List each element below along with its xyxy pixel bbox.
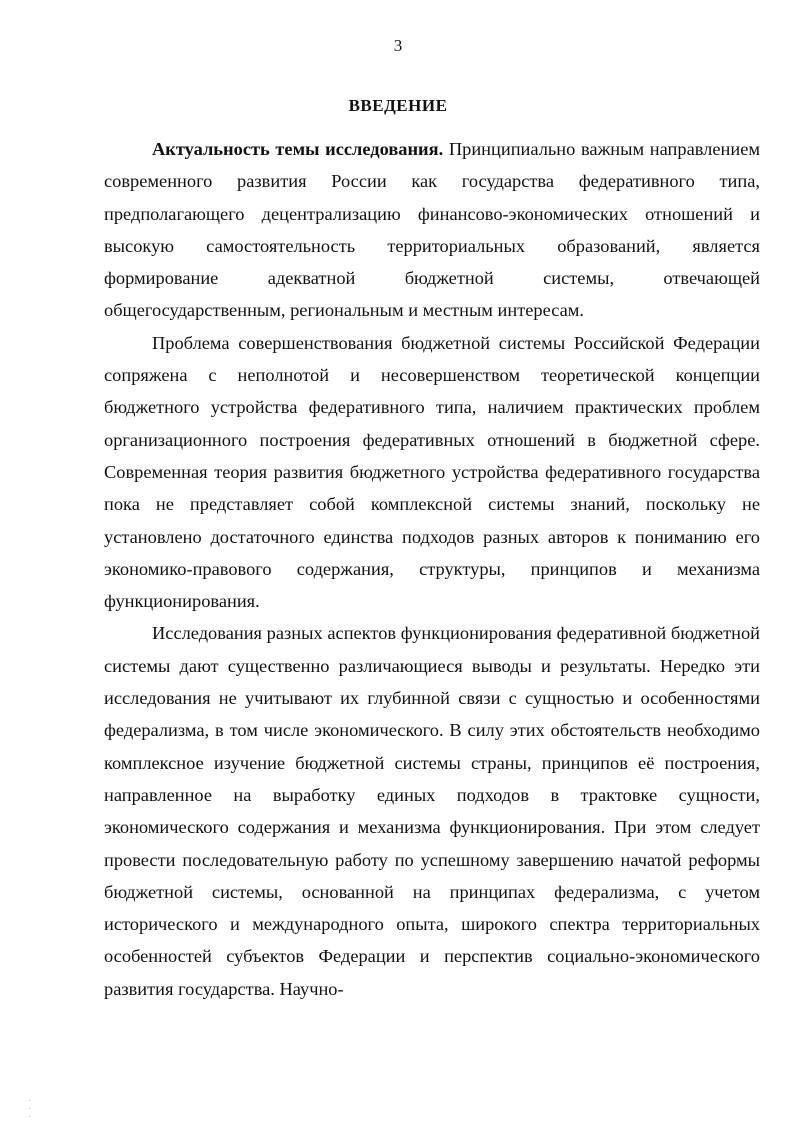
page-number: 3 [393, 36, 403, 55]
paragraph-lead: Актуальность темы исследования. [152, 139, 444, 159]
scan-artifact: · · · [28, 1096, 32, 1123]
paragraph-text: Исследования разных аспектов функционирования федеративной бюджетной системы дают существенно различающиеся выводы и результаты. Нередко эти исследования не учитывают их глубинной связи с сущностью и особенностями федерализма, в том числе экономического. В силу этих обстоятельств необходимо комплексное изучение бюджетной системы страны, принципов её построения, направленное на выработку единых подходов в трактовке сущности, экономического содержания и механизма функционирования. При этом следует провести последовательную работу по успешному завершению начатой реформы бюджетной системы, основанной на принципах федерализма, с учетом исторического и международного опыта, широкого спектра территориальных особенностей субъектов Федерации и перспектив социально-экономического развития государства. Научно- [104, 623, 760, 999]
paragraph-text: Принципиально важным направлением современного развития России как государства федеративного типа, предполагающего децентрализацию финансово-экономических отношений и высокую самостоятельность территориальных образований, является формирование адекватной бюджетной системы, отвечающей общегосударственным, региональным и местным интересам. [104, 139, 761, 321]
paragraph-text: Проблема совершенствования бюджетной системы Российской Федерации сопряжена с неполнотой и несовершенством теоретической концепции бюджетного устройства федеративного типа, наличием практических проблем организационного построения федеративных отношений в бюджетной сфере. Современная теория развития бюджетного устройства федеративного государства пока не представляет собой комплексной системы знаний, поскольку не установлено достаточного единства подходов разных авторов к пониманию его экономико-правового содержания, структуры, принципов и механизма функционирования. [104, 332, 760, 612]
section-heading: ВВЕДЕНИЕ [348, 96, 448, 115]
document-body [104, 133, 760, 1005]
paragraph-relevance [104, 133, 760, 327]
paragraph-problem [104, 327, 760, 618]
paragraph-research [104, 617, 760, 1005]
